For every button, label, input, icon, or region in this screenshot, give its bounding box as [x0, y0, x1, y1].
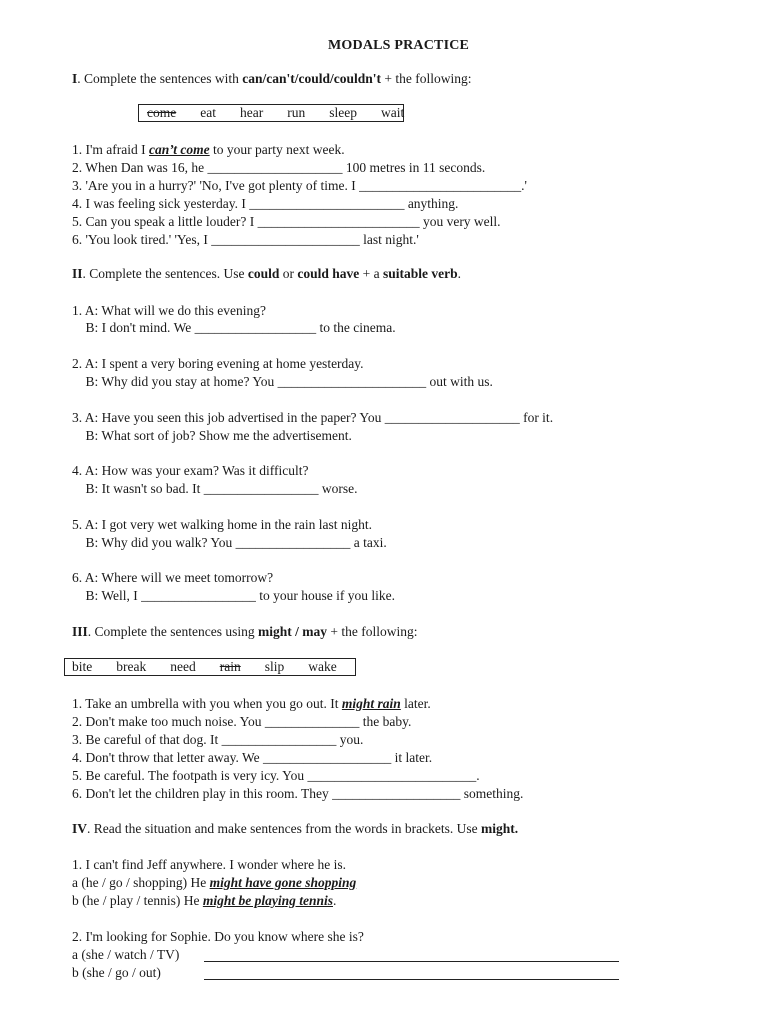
- s4-q1-b: [72, 892, 336, 910]
- s2-item-5-a: 5. A: I got very wet walking home in the rain last night.: [72, 517, 372, 532]
- s3-item-5: 5. Be careful. The footpath is very icy. You _________________________.: [72, 768, 480, 783]
- word-slip: slip: [264, 659, 285, 674]
- word-come: come: [147, 105, 177, 120]
- s4-q1-b-answer: might be playing tennis: [202, 893, 333, 908]
- s1-item-1-answer: can’t come: [149, 142, 210, 157]
- s1-item-4: 4. I was feeling sick yesterday. I _______________________ anything.: [72, 196, 459, 211]
- s4-q1: 1. I can't find Jeff anywhere. I wonder where he is.: [72, 857, 346, 872]
- s3-item-2: 2. Don't make too much noise. You ______________ the baby.: [72, 714, 412, 729]
- section-3-post: + the following:: [326, 624, 418, 639]
- s1-item-1-pre: 1. I'm afraid I: [72, 142, 150, 157]
- s2-item-4-a: 4. A: How was your exam? Was it difficult?: [72, 463, 309, 478]
- section-2-could-have: could have: [297, 266, 360, 281]
- section-2-post: .: [457, 266, 462, 281]
- word-sleep: sleep: [329, 105, 357, 120]
- section-1-pre: . Complete the sentences with: [77, 71, 243, 86]
- word-break: break: [116, 659, 147, 674]
- section-4-numeral: IV: [72, 821, 88, 836]
- section-1-post: + the following:: [381, 71, 472, 86]
- section-2-or: or: [279, 266, 298, 281]
- word-need: need: [170, 659, 196, 674]
- word-bite: bite: [72, 659, 93, 674]
- s2-item-6-b: B: Well, I _________________ to your house if you like.: [72, 588, 396, 603]
- section-2-could: could: [247, 266, 280, 281]
- word-eat: eat: [200, 105, 216, 120]
- s4-q2-b: b (she / go / out): [72, 965, 161, 980]
- s1-item-5: 5. Can you speak a little louder? I ________________________ you very well.: [72, 214, 501, 229]
- section-3-instruction: [72, 623, 417, 641]
- section-4-pre: . Read the situation and make sentences from the words in brackets. Use: [87, 821, 482, 836]
- s4-q1-b-pre: b (he / play / tennis) He: [72, 893, 203, 908]
- s4-q2-a: a (she / watch / TV): [72, 947, 180, 962]
- s4-q1-b-post: .: [333, 893, 337, 908]
- s2-item-2-a: 2. A: I spent a very boring evening at home yesterday.: [72, 356, 364, 371]
- section-1-modals: can/can't/could/couldn't: [242, 71, 382, 86]
- section-1-word-box: [138, 104, 404, 122]
- s2-item-4-b: B: It wasn't so bad. It _________________ worse.: [72, 481, 358, 496]
- section-4-instruction: [72, 820, 518, 838]
- s2-item-1-a: 1. A: What will we do this evening?: [72, 303, 266, 318]
- word-wake: wake: [308, 659, 337, 674]
- s3-item-1-pre: 1. Take an umbrella with you when you go out. It: [72, 696, 342, 711]
- s1-item-2: 2. When Dan was 16, he ____________________ 100 metres in 11 seconds.: [72, 160, 486, 175]
- s3-item-6: 6. Don't let the children play in this room. They ___________________ something.: [72, 786, 524, 801]
- section-3-word-box: [64, 658, 356, 676]
- section-3-numeral: III: [72, 624, 88, 639]
- section-3-pre: . Complete the sentences using: [87, 624, 258, 639]
- s2-item-1-b: B: I don't mind. We __________________ to the cinema.: [72, 320, 396, 335]
- s3-item-1-answer: might rain: [341, 696, 401, 711]
- s3-item-4: 4. Don't throw that letter away. We ___________________ it later.: [72, 750, 433, 765]
- s4-q2-b-answer-line: [204, 979, 619, 980]
- section-2-plus: + a: [359, 266, 383, 281]
- s1-item-1: [72, 141, 345, 159]
- s4-q1-a-answer: might have gone shopping: [209, 875, 357, 890]
- section-2-numeral: II: [72, 266, 83, 281]
- s1-item-6: 6. 'You look tired.' 'Yes, I ______________________ last night.': [72, 232, 419, 247]
- s1-item-1-post: to your party next week.: [209, 142, 345, 157]
- word-rain: rain: [219, 659, 241, 674]
- s2-item-5-b: B: Why did you walk? You _________________ a taxi.: [72, 535, 387, 550]
- word-hear: hear: [240, 105, 264, 120]
- word-run: run: [287, 105, 306, 120]
- word-wait: wait: [380, 105, 405, 120]
- s4-q2-a-answer-line: [204, 961, 619, 962]
- s2-item-2-b: B: Why did you stay at home? You ______________________ out with us.: [72, 374, 493, 389]
- s2-item-3-a: 3. A: Have you seen this job advertised in the paper? You ____________________ for it.: [72, 410, 554, 425]
- s2-item-3-b: B: What sort of job? Show me the advertisement.: [72, 428, 352, 443]
- section-3-modals: might / may: [257, 624, 327, 639]
- section-1-numeral: I: [72, 71, 78, 86]
- s4-q1-a-pre: a (he / go / shopping) He: [72, 875, 210, 890]
- section-2-pre: . Complete the sentences. Use: [82, 266, 248, 281]
- s3-item-3: 3. Be careful of that dog. It _________________ you.: [72, 732, 364, 747]
- s3-item-1: [72, 695, 431, 713]
- s1-item-3: 3. 'Are you in a hurry?' 'No, I've got plenty of time. I ________________________.': [72, 178, 527, 193]
- page-title: MODALS PRACTICE: [328, 38, 470, 53]
- s2-item-6-a: 6. A: Where will we meet tomorrow?: [72, 570, 274, 585]
- s3-item-1-post: later.: [400, 696, 431, 711]
- section-2-suitable-verb: suitable verb: [383, 266, 458, 281]
- s4-q1-a: [72, 874, 356, 892]
- s4-q2: 2. I'm looking for Sophie. Do you know where she is?: [72, 929, 364, 944]
- section-1-instruction: [72, 70, 472, 88]
- section-2-instruction: [72, 265, 461, 283]
- section-4-might: might.: [481, 821, 519, 836]
